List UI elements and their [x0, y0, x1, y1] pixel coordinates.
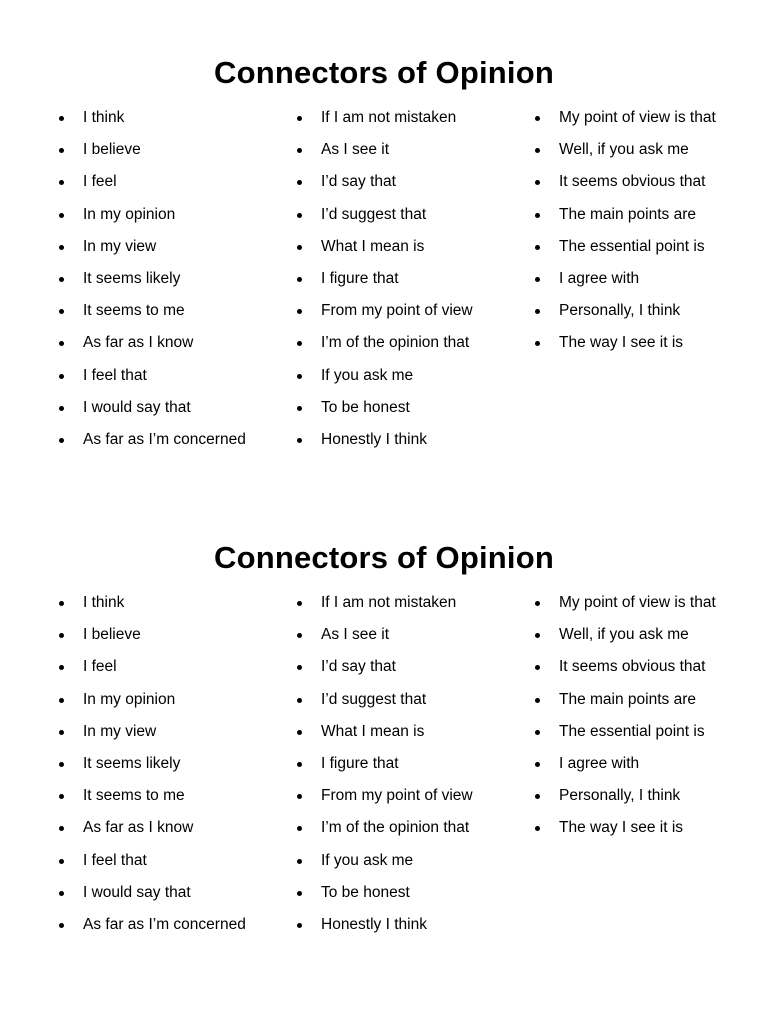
list-item [533, 587, 716, 619]
bullet-icon [59, 341, 64, 346]
bullet-icon [535, 341, 540, 346]
bullet-icon [297, 698, 302, 703]
list-item [533, 102, 716, 134]
list-item [295, 812, 473, 844]
bullet-icon [297, 406, 302, 411]
list-item [295, 619, 473, 651]
list-item-text: From my point of view [321, 787, 473, 805]
list-item [533, 619, 716, 651]
bullet-icon [59, 730, 64, 735]
list-item-text: The way I see it is [559, 334, 684, 352]
bullet-icon [535, 762, 540, 767]
bullet-icon [59, 665, 64, 670]
bullet-icon [297, 148, 302, 153]
bullet-icon [535, 794, 540, 799]
list-item-text: My point of view is that [559, 109, 716, 126]
bullet-icon [59, 309, 64, 314]
list-item [533, 716, 716, 748]
list-item [295, 199, 473, 231]
list-item-text: The essential point is [559, 722, 705, 740]
list-item-text: In my view [83, 722, 157, 740]
list-item [295, 424, 473, 456]
bullet-icon [535, 730, 540, 735]
list-item [57, 587, 246, 619]
list-item-text: Well, if you ask me [559, 141, 689, 159]
bullet-icon [297, 762, 302, 767]
list-item [57, 263, 246, 295]
bullet-icon [297, 923, 302, 928]
list-item [295, 845, 473, 877]
list-item-text: As far as I know [83, 334, 194, 352]
bullet-icon [535, 826, 540, 831]
list-item [295, 327, 473, 359]
list-item-text: I’d suggest that [321, 205, 427, 223]
list-item [295, 392, 473, 424]
list-item [57, 360, 246, 392]
list-item [57, 716, 246, 748]
list-item [57, 651, 246, 683]
bullet-icon [297, 438, 302, 443]
list-item [57, 424, 246, 456]
connector-list-column-1 [57, 102, 246, 456]
list-item [533, 812, 716, 844]
bullet-icon [59, 374, 64, 379]
list-item [57, 845, 246, 877]
list-item [295, 716, 473, 748]
connector-list-column-3 [533, 587, 716, 845]
bullet-icon [535, 116, 540, 121]
list-item-text: I’d say that [321, 658, 396, 676]
list-item [295, 587, 473, 619]
bullet-icon [535, 633, 540, 638]
list-item [533, 295, 716, 327]
section-title: Connectors of Opinion [213, 540, 554, 575]
list-item-text: I believe [83, 141, 141, 159]
list-item-text: To be honest [321, 398, 410, 416]
list-item-text: As I see it [321, 626, 390, 644]
list-item-text: What I mean is [321, 722, 425, 740]
bullet-icon [535, 309, 540, 314]
list-item-text: It seems likely [83, 269, 181, 287]
list-item [533, 748, 716, 780]
list-item-text: Honestly I think [321, 915, 427, 933]
list-item-text: I’d say that [321, 173, 396, 191]
list-item-text: Honestly I think [321, 430, 427, 448]
bullet-icon [535, 180, 540, 185]
list-item [57, 748, 246, 780]
bullet-icon [535, 245, 540, 250]
list-item-text: My point of view is that [559, 594, 716, 611]
bullet-icon [535, 213, 540, 218]
list-item-text: I feel [83, 658, 117, 676]
list-item-text: In my view [83, 237, 157, 255]
list-item-text: I’m of the opinion that [321, 819, 470, 837]
bullet-icon [59, 148, 64, 153]
list-item [295, 780, 473, 812]
bullet-icon [59, 698, 64, 703]
list-item-text: As I see it [321, 141, 390, 159]
bullet-icon [59, 762, 64, 767]
bullet-icon [297, 794, 302, 799]
list-item-text: I believe [83, 626, 141, 644]
list-item-text: If I am not mistaken [321, 109, 457, 126]
list-item [57, 909, 246, 941]
list-item [533, 134, 716, 166]
list-item [295, 651, 473, 683]
bullet-icon [297, 891, 302, 896]
bullet-icon [59, 826, 64, 831]
list-item-text: Personally, I think [559, 787, 681, 805]
bullet-icon [297, 601, 302, 606]
list-item [57, 812, 246, 844]
section-title: Connectors of Opinion [213, 55, 554, 90]
list-item [295, 295, 473, 327]
bullet-icon [59, 859, 64, 864]
list-item [57, 199, 246, 231]
list-item-text: I figure that [321, 269, 399, 287]
bullet-icon [297, 730, 302, 735]
list-item-text: I think [83, 594, 125, 611]
list-item-text: It seems obvious that [559, 173, 706, 191]
list-item-text: I agree with [559, 754, 640, 772]
list-item [57, 327, 246, 359]
list-item-text: The main points are [559, 690, 696, 708]
list-item-text: It seems to me [83, 302, 185, 320]
bullet-icon [297, 277, 302, 282]
list-item-text: If I am not mistaken [321, 594, 457, 611]
bullet-icon [297, 859, 302, 864]
bullet-icon [297, 341, 302, 346]
list-item [57, 166, 246, 198]
list-item-text: I feel that [83, 851, 147, 869]
list-item [57, 780, 246, 812]
list-item-text: What I mean is [321, 237, 425, 255]
bullet-icon [59, 633, 64, 638]
list-item [533, 780, 716, 812]
list-item [295, 231, 473, 263]
list-item [295, 360, 473, 392]
list-item-text: I feel [83, 173, 117, 191]
bullet-icon [297, 116, 302, 121]
list-item-text: It seems likely [83, 754, 181, 772]
list-item [533, 327, 716, 359]
list-item [533, 651, 716, 683]
bullet-icon [59, 438, 64, 443]
list-item-text: If you ask me [321, 851, 414, 869]
list-item [57, 619, 246, 651]
bullet-icon [59, 891, 64, 896]
list-item-text: I’m of the opinion that [321, 334, 470, 352]
list-item-text: I would say that [83, 883, 191, 901]
bullet-icon [535, 601, 540, 606]
connector-list-column-1 [57, 587, 246, 941]
list-item-text: I agree with [559, 269, 640, 287]
list-item [533, 263, 716, 295]
list-item-text: In my opinion [83, 205, 176, 223]
list-item [533, 199, 716, 231]
list-item-text: In my opinion [83, 690, 176, 708]
list-item [57, 392, 246, 424]
bullet-icon [535, 277, 540, 282]
bullet-icon [535, 698, 540, 703]
connectors-section-2 [0, 537, 768, 933]
bullet-icon [297, 826, 302, 831]
bullet-icon [59, 116, 64, 121]
list-item [57, 877, 246, 909]
list-item [295, 748, 473, 780]
connector-list-column-3 [533, 102, 716, 360]
list-item [57, 684, 246, 716]
list-item-text: If you ask me [321, 366, 414, 384]
list-item [295, 909, 473, 941]
bullet-icon [59, 277, 64, 282]
bullet-icon [59, 406, 64, 411]
list-item [57, 102, 246, 134]
bullet-icon [59, 180, 64, 185]
list-item [57, 134, 246, 166]
connector-list-column-2 [295, 102, 473, 456]
list-item-text: It seems obvious that [559, 658, 706, 676]
list-item-text: As far as I’m concerned [83, 430, 246, 448]
list-item-text: I would say that [83, 398, 191, 416]
list-item [295, 102, 473, 134]
list-item [57, 295, 246, 327]
bullet-icon [297, 309, 302, 314]
list-item-text: It seems to me [83, 787, 185, 805]
list-item [295, 684, 473, 716]
list-item [533, 166, 716, 198]
list-item-text: Well, if you ask me [559, 626, 689, 644]
bullet-icon [59, 213, 64, 218]
list-item [295, 134, 473, 166]
bullet-icon [59, 923, 64, 928]
list-item-text: I figure that [321, 754, 399, 772]
list-item-text: I think [83, 109, 125, 126]
list-item-text: To be honest [321, 883, 410, 901]
list-item-text: The way I see it is [559, 819, 684, 837]
list-item-text: From my point of view [321, 302, 473, 320]
bullet-icon [297, 665, 302, 670]
list-item-text: The essential point is [559, 237, 705, 255]
bullet-icon [59, 245, 64, 250]
bullet-icon [535, 148, 540, 153]
bullet-icon [297, 213, 302, 218]
list-item-text: As far as I’m concerned [83, 915, 246, 933]
list-item [57, 231, 246, 263]
bullet-icon [535, 665, 540, 670]
list-item [295, 263, 473, 295]
list-item-text: I’d suggest that [321, 690, 427, 708]
list-item-text: I feel that [83, 366, 147, 384]
bullet-icon [297, 245, 302, 250]
bullet-icon [297, 374, 302, 379]
bullet-icon [59, 794, 64, 799]
list-item-text: As far as I know [83, 819, 194, 837]
list-item-text: The main points are [559, 205, 696, 223]
list-item [295, 166, 473, 198]
list-item [295, 877, 473, 909]
bullet-icon [297, 180, 302, 185]
connector-list-column-2 [295, 587, 473, 941]
connectors-section-1 [0, 52, 768, 448]
bullet-icon [297, 633, 302, 638]
list-item-text: Personally, I think [559, 302, 681, 320]
list-item [533, 231, 716, 263]
list-item [533, 684, 716, 716]
bullet-icon [59, 601, 64, 606]
